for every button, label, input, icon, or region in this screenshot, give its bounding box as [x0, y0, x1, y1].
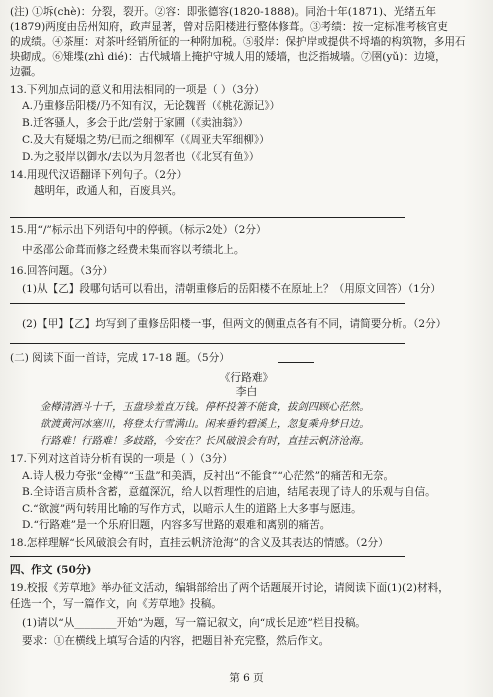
q17-option-c: C.“欲渡”两句转用比喻的写作方式，以暗示人生的道路上大多事与愿违。 [22, 503, 362, 515]
q19-line-3: (1)请以“从________开始”为题，写一篇记叙文，向“成长足迹”栏目投稿。 [22, 617, 366, 629]
q14-sentence: 越明年，政通人和，百废具兴。 [34, 185, 183, 197]
q17-option-d: D.“行路难”是一个乐府旧题，内容多写世路的艰难和离别的痛苦。 [22, 519, 331, 531]
poem-line-2: 欲渡黄河冰塞川，将登太行雪满山。闲来垂钓碧溪上，忽复乘舟梦日边。 [40, 418, 370, 430]
q13-option-a: A.乃重修岳阳楼/乃不知有汉，无论魏晋（《桃花源记》） [22, 100, 281, 112]
page-number: 第 6 页 [229, 672, 264, 684]
poem-title: 《行路难》 [219, 371, 274, 384]
poem-line-1: 金樽清酒斗十千，玉盘珍羞直万钱。停杯投箸不能食，拔剑四顾心茫然。 [40, 401, 370, 413]
answer-line [10, 556, 405, 557]
q17-option-a: A.诗人极力夸张“金樽”“玉盘”和美酒，反衬出“不能食”“心茫然”的痛苦和无奈。 [22, 470, 395, 482]
section2-heading: (二) 阅读下面一首诗，完成 17-18 题。（5分） [10, 352, 230, 364]
q17-option-b: B.全诗语言质朴含蓄，意蕴深沉，给人以哲理性的启迪，结尾表现了诗人的乐观与自信。 [22, 486, 436, 498]
q15-sentence: 中丞邵公命葺而修之经费未集而容以考绩北上。 [22, 244, 245, 256]
q16-stem: 16.回答问题。（3分） [10, 265, 114, 277]
q13-option-c: C.及大有疑塌之势/已而之细柳军（《周亚夫军细柳》） [22, 134, 270, 146]
q17-stem: 17.下列对这首诗分析有误的一项是（ ）（3分） [10, 453, 233, 465]
poem-author: 李白 [235, 385, 258, 398]
poem-line-3: 行路难！行路难！多歧路，今安在？长风破浪会有时，直挂云帆济沧海。 [40, 435, 370, 447]
section4-heading: 四、作文 (50分) [10, 564, 92, 576]
answer-line [10, 303, 405, 304]
note-line-2: (1879)两度由岳州知府，政声显著，曾对岳阳楼进行整体修葺。③考绩：按一定标准考核官吏 [10, 21, 448, 33]
q19-line-1: 19.校报《芳草地》举办征文活动，编辑部给出了两个话题展开讨论，请阅读下面(1)(2)材料， [10, 582, 449, 594]
q14-stem: 14.用现代汉语翻译下列句子。（2分） [10, 169, 188, 181]
q16-part1: (1)从【乙】段哪句话可以看出，清朝重修后的岳阳楼不在原址上？（用原文回答）（1分） [22, 283, 442, 295]
q18-stem: 18.怎样理解“长风破浪会有时，直挂云帆济沧海”的含义及其表达的情感。（2分） [10, 537, 389, 549]
q19-line-2: 任选一个，写一篇作文，向《芳草地》投稿。 [10, 598, 222, 610]
note-line-3: 的成绩。④茶厘：对茶叶经销所征的一种附加税。⑤驳岸：保护岸或提供不埒墙的构筑物，多用石 [10, 36, 466, 48]
q13-option-b: B.迁客骚人，多会于此/尝射于家圃（《卖油翁》） [22, 117, 249, 129]
answer-line [10, 217, 405, 218]
note-line-4: 块砌成。⑥雉堞(zhì dié)：古代城墙上掩护守城人用的矮墙，也泛指城墙。⑦圉(yǔ)：边境， [10, 51, 446, 63]
answer-line [10, 343, 405, 344]
note-line-1: (注) ①坼(chè)：分裂，裂开。②容：即张德容(1820-1888)。同治十年(1871)、光绪五年 [10, 6, 436, 18]
q16-part2: (2)【甲】【乙】均写到了重修岳阳楼一事，但两文的侧重点各有不同，请简要分析。（2分） [22, 318, 447, 330]
q15-stem: 15.用“/”标示出下列语句中的停顿。（标示2处）（2分） [10, 224, 267, 236]
note-line-5: 边疆。 [10, 66, 42, 78]
underline-mark [278, 362, 314, 363]
q13-stem: 13.下列加点词的意义和用法相同的一项是（ ）（3分） [10, 84, 265, 96]
q13-option-d: D.为之驳岸以御水/去以为月忽者也（《北冥有鱼》） [22, 151, 260, 163]
q19-line-4: 要求：①在横线上填写合适的内容，把题目补充完整，然后作文。 [22, 635, 330, 647]
